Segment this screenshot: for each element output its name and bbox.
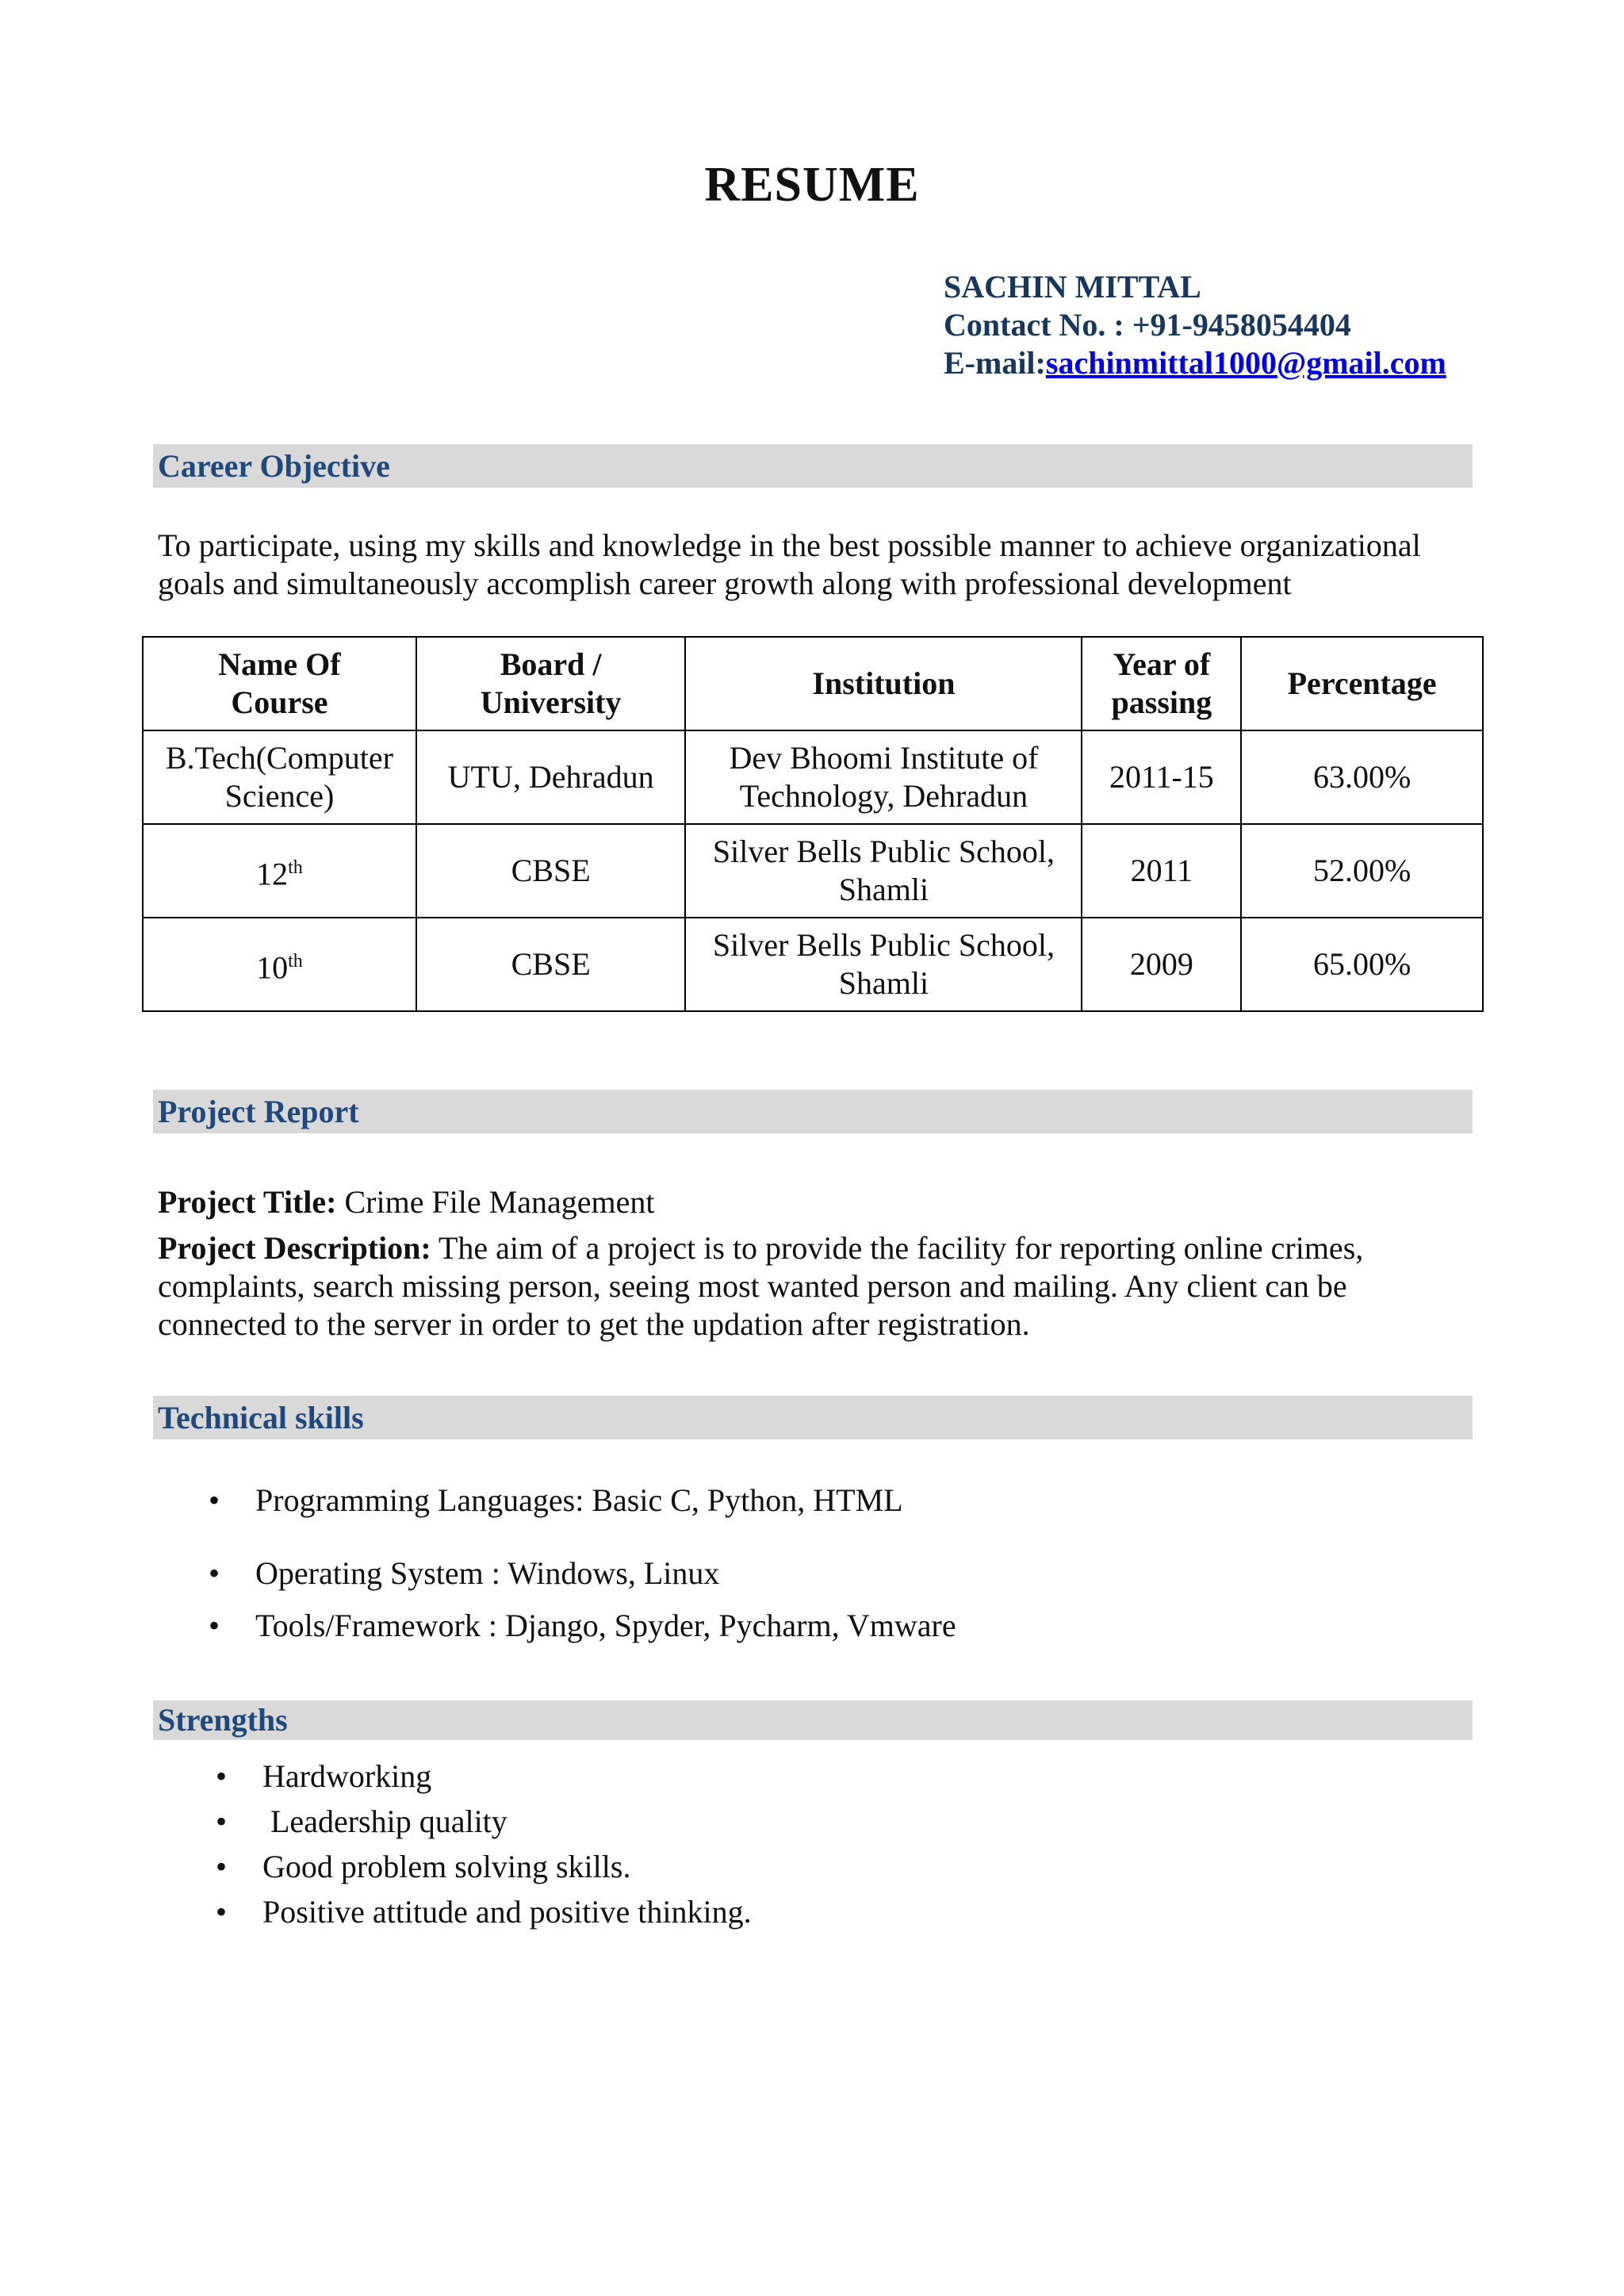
contact-block	[944, 268, 1446, 382]
education-table	[142, 636, 1484, 1012]
contact-phone	[944, 306, 1446, 344]
cell-course: 12th	[143, 824, 416, 918]
email-link[interactable]: sachinmittal1000@gmail.com	[1045, 345, 1446, 381]
project-desc-line-1: Project Description: The aim of a project is to provide the facility for reporting online crimes,	[158, 1230, 1364, 1266]
candidate-name: SACHIN MITTAL	[944, 269, 1201, 305]
strengths-list	[262, 1754, 752, 1934]
cell-institution: Silver Bells Public School, Shamli	[685, 824, 1082, 918]
technical-skills-list	[255, 1481, 956, 1645]
project-desc-label: Project Description:	[158, 1230, 431, 1266]
career-objective-line-1: To participate, using my skills and knowledge in the best possible manner to achieve organizational	[158, 527, 1421, 563]
cell-percentage: 52.00%	[1241, 824, 1483, 918]
email-label: E-mail:	[944, 345, 1046, 381]
project-report-heading: Project Report	[153, 1090, 1473, 1133]
list-item: • Positive attitude and positive thinking.	[262, 1889, 752, 1934]
cell-course: B.Tech(Computer Science)	[143, 730, 416, 824]
list-item: • Operating System : Windows, Linux	[255, 1554, 956, 1593]
list-item: • Hardworking	[262, 1754, 752, 1799]
strengths-heading: Strengths	[153, 1700, 1473, 1740]
header-year: Year of passing	[1082, 637, 1241, 730]
career-objective-text	[158, 527, 1474, 603]
list-item: • Programming Languages: Basic C, Python, HTML	[255, 1481, 956, 1520]
cell-year: 2009	[1082, 918, 1241, 1011]
list-item: • Leadership quality	[262, 1799, 752, 1844]
technical-skills-heading: Technical skills	[153, 1396, 1473, 1439]
table-header-row	[143, 637, 1483, 730]
project-desc-line-2: complaints, search missing person, seeing most wanted person and mailing. Any client can be	[158, 1268, 1347, 1304]
cell-board: CBSE	[416, 918, 686, 1011]
page-title: RESUME	[704, 158, 920, 212]
header-percentage: Percentage	[1241, 637, 1483, 730]
table-row	[143, 918, 1483, 1011]
career-objective-line-2: goals and simultaneously accomplish career growth along with professional development	[158, 565, 1292, 601]
cell-year: 2011-15	[1082, 730, 1241, 824]
header-board: Board / University	[416, 637, 686, 730]
cell-year: 2011	[1082, 824, 1241, 918]
cell-percentage: 63.00%	[1241, 730, 1483, 824]
project-description	[158, 1229, 1474, 1343]
header-institution: Institution	[685, 637, 1082, 730]
header-course: Name Of Course	[143, 637, 416, 730]
project-title	[158, 1183, 1474, 1221]
table-row	[143, 730, 1483, 824]
list-item: • Good problem solving skills.	[262, 1844, 752, 1889]
project-desc-line-3: connected to the server in order to get the updation after registration.	[158, 1306, 1030, 1342]
phone-label: Contact No. :	[944, 307, 1132, 343]
cell-board: CBSE	[416, 824, 686, 918]
project-title-value: Crime File Management	[336, 1184, 655, 1220]
project-title-label: Project Title:	[158, 1184, 337, 1220]
cell-board: UTU, Dehradun	[416, 730, 686, 824]
table-row	[143, 824, 1483, 918]
contact-email	[944, 344, 1446, 382]
cell-course: 10th	[143, 918, 416, 1011]
list-item: • Tools/Framework : Django, Spyder, Pycharm, Vmware	[255, 1607, 956, 1645]
phone-number: +91-9458054404	[1132, 307, 1351, 343]
cell-percentage: 65.00%	[1241, 918, 1483, 1011]
cell-institution: Silver Bells Public School, Shamli	[685, 918, 1082, 1011]
cell-institution: Dev Bhoomi Institute of Technology, Dehradun	[685, 730, 1082, 824]
career-objective-heading: Career Objective	[153, 444, 1473, 488]
